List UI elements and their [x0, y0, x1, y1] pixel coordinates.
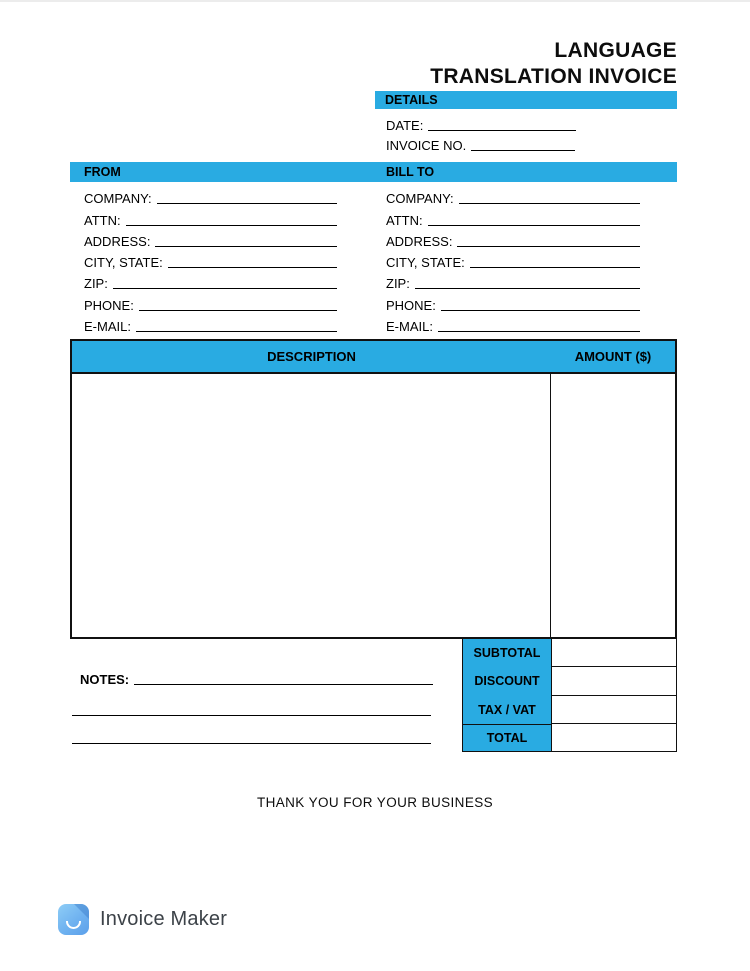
bill-to-company-row [386, 186, 640, 207]
bill-to-zip-line[interactable] [415, 288, 640, 289]
from-attn-row [84, 207, 337, 228]
from-city-state-row [84, 250, 337, 271]
from-email-line[interactable] [136, 331, 337, 332]
bill-to-company-line[interactable] [459, 203, 640, 204]
smile-icon [66, 921, 81, 929]
from-address-row [84, 229, 337, 250]
bill-to-email-label: E-MAIL: [386, 319, 433, 335]
total-value-cell[interactable] [551, 724, 677, 752]
discount-value-cell[interactable] [551, 667, 677, 695]
subtotal-row [462, 639, 677, 667]
discount-label: DISCOUNT [462, 667, 551, 695]
notes-line-2[interactable] [72, 715, 431, 716]
from-company-label: COMPANY: [84, 191, 152, 207]
line-items-table [70, 339, 677, 639]
details-section-header [375, 91, 677, 109]
bill-to-city-state-label: CITY, STATE: [386, 255, 465, 271]
from-address-line[interactable] [155, 246, 337, 247]
from-phone-label: PHONE: [84, 297, 134, 313]
tax-vat-row [462, 696, 677, 724]
bill-to-phone-row [386, 292, 640, 313]
bill-to-zip-row [386, 271, 640, 292]
from-phone-row [84, 292, 337, 313]
notes-line-1[interactable] [134, 684, 433, 685]
title-line-1: LANGUAGE [554, 39, 677, 62]
date-label: DATE: [386, 118, 424, 133]
notes-label: NOTES: [80, 672, 130, 687]
items-table-header [72, 341, 675, 374]
page-fold-icon [74, 904, 89, 919]
from-email-label: E-MAIL: [84, 319, 131, 335]
date-input-line[interactable] [428, 130, 576, 131]
thank-you-message: THANK YOU FOR YOUR BUSINESS [256, 795, 494, 810]
bill-to-attn-row [386, 207, 640, 228]
invoice-no-input-line[interactable] [471, 150, 575, 151]
discount-row [462, 667, 677, 695]
page-title [430, 38, 677, 90]
from-zip-row [84, 271, 337, 292]
bill-to-city-state-row [386, 250, 640, 271]
total-row [462, 724, 677, 752]
subtotal-value-cell[interactable] [551, 639, 677, 667]
bill-to-attn-label: ATTN: [386, 212, 423, 228]
bill-to-address-label: ADDRESS: [386, 233, 453, 249]
items-table-body [72, 374, 675, 637]
description-cell[interactable] [72, 374, 551, 637]
bill-to-email-row [386, 314, 640, 335]
from-company-line[interactable] [157, 203, 337, 204]
date-row [386, 113, 576, 133]
from-address-label: ADDRESS: [84, 233, 151, 249]
from-city-state-label: CITY, STATE: [84, 255, 163, 271]
from-fields [84, 186, 337, 335]
from-zip-line[interactable] [113, 288, 337, 289]
from-attn-label: ATTN: [84, 212, 121, 228]
title-line-2: TRANSLATION INVOICE [430, 65, 677, 88]
invoice-no-label: INVOICE NO. [386, 138, 467, 153]
parties-section-header [70, 162, 677, 182]
notes-line-3[interactable] [72, 743, 431, 744]
totals-table [462, 639, 677, 752]
smiling-invoice-icon [58, 904, 89, 935]
from-city-state-line[interactable] [168, 267, 337, 268]
invoice-no-row [386, 133, 575, 153]
from-phone-line[interactable] [139, 310, 337, 311]
notes-row [80, 667, 433, 687]
from-email-row [84, 314, 337, 335]
bill-to-city-state-line[interactable] [470, 267, 640, 268]
subtotal-label: SUBTOTAL [462, 639, 551, 667]
bill-to-company-label: COMPANY: [386, 191, 454, 207]
from-zip-label: ZIP: [84, 276, 108, 292]
bill-to-zip-label: ZIP: [386, 276, 410, 292]
amount-column-header: AMOUNT ($) [574, 349, 652, 364]
invoice-maker-brand [58, 902, 227, 936]
bill-to-phone-label: PHONE: [386, 297, 436, 313]
tax-vat-label: TAX / VAT [462, 696, 551, 724]
from-header-label: FROM [84, 165, 121, 179]
brand-name: Invoice Maker [100, 907, 228, 930]
amount-cell[interactable] [551, 374, 675, 637]
from-company-row [84, 186, 337, 207]
description-column-header: DESCRIPTION [267, 349, 356, 364]
tax-vat-value-cell[interactable] [551, 696, 677, 724]
bill-to-attn-line[interactable] [428, 225, 640, 226]
details-header-label: DETAILS [385, 93, 438, 107]
total-label: TOTAL [462, 724, 551, 752]
bill-to-phone-line[interactable] [441, 310, 640, 311]
bill-to-address-line[interactable] [457, 246, 640, 247]
bill-to-header-label: BILL TO [386, 165, 435, 179]
bill-to-email-line[interactable] [438, 331, 640, 332]
bill-to-fields [386, 186, 640, 335]
bill-to-address-row [386, 229, 640, 250]
from-attn-line[interactable] [126, 225, 337, 226]
